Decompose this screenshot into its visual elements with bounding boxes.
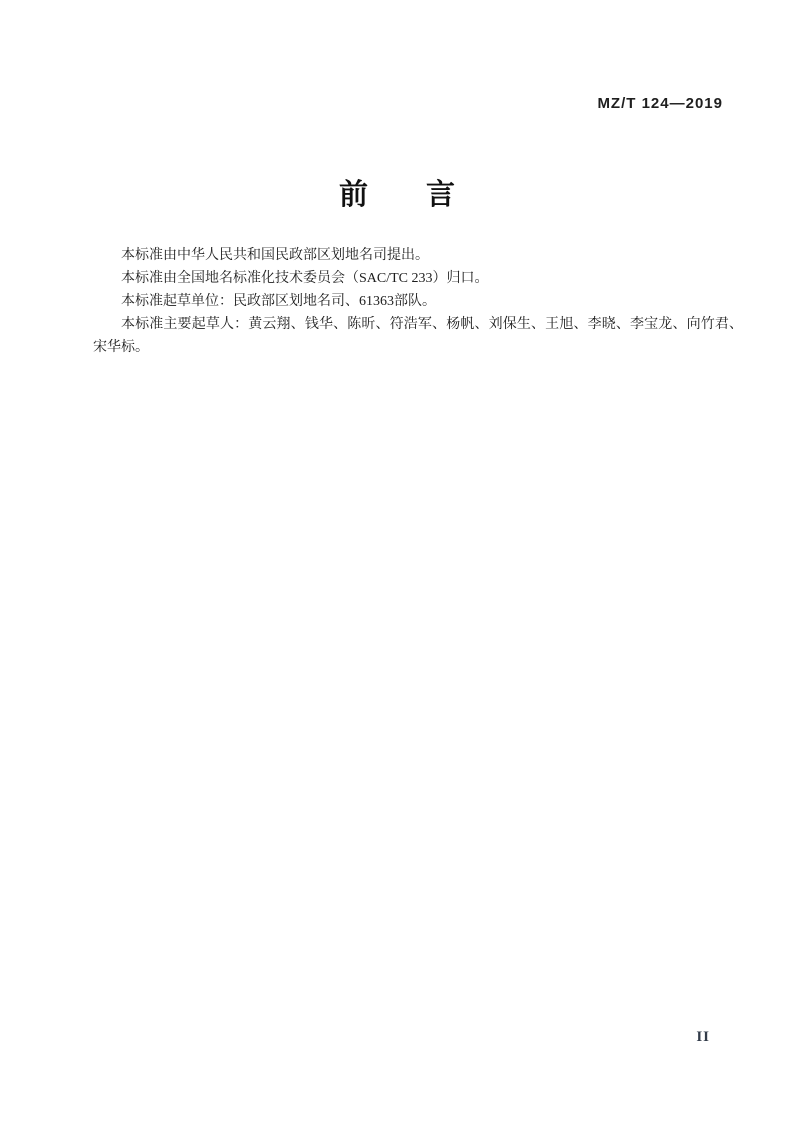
foreword-title: 前 言 [338, 179, 455, 211]
page-number: II [696, 1029, 710, 1045]
paragraph-proposed-by: 本标准由中华人民共和国民政部区划地名司提出。 [121, 248, 429, 263]
paragraph-centralized-by: 本标准由全国地名标准化技术委员会（SAC/TC 233）归口。 [121, 271, 489, 286]
paragraph-drafting-organizations: 本标准起草单位：民政部区划地名司、61363部队。 [121, 294, 436, 309]
standard-number: MZ/T 124—2019 [597, 95, 723, 112]
paragraph-main-drafters: 本标准主要起草人：黄云翔、钱华、陈昕、符浩军、杨帆、刘保生、王旭、李晓、李宝龙、向竹君、宋华标。 [93, 317, 743, 355]
foreword-body [93, 244, 743, 359]
